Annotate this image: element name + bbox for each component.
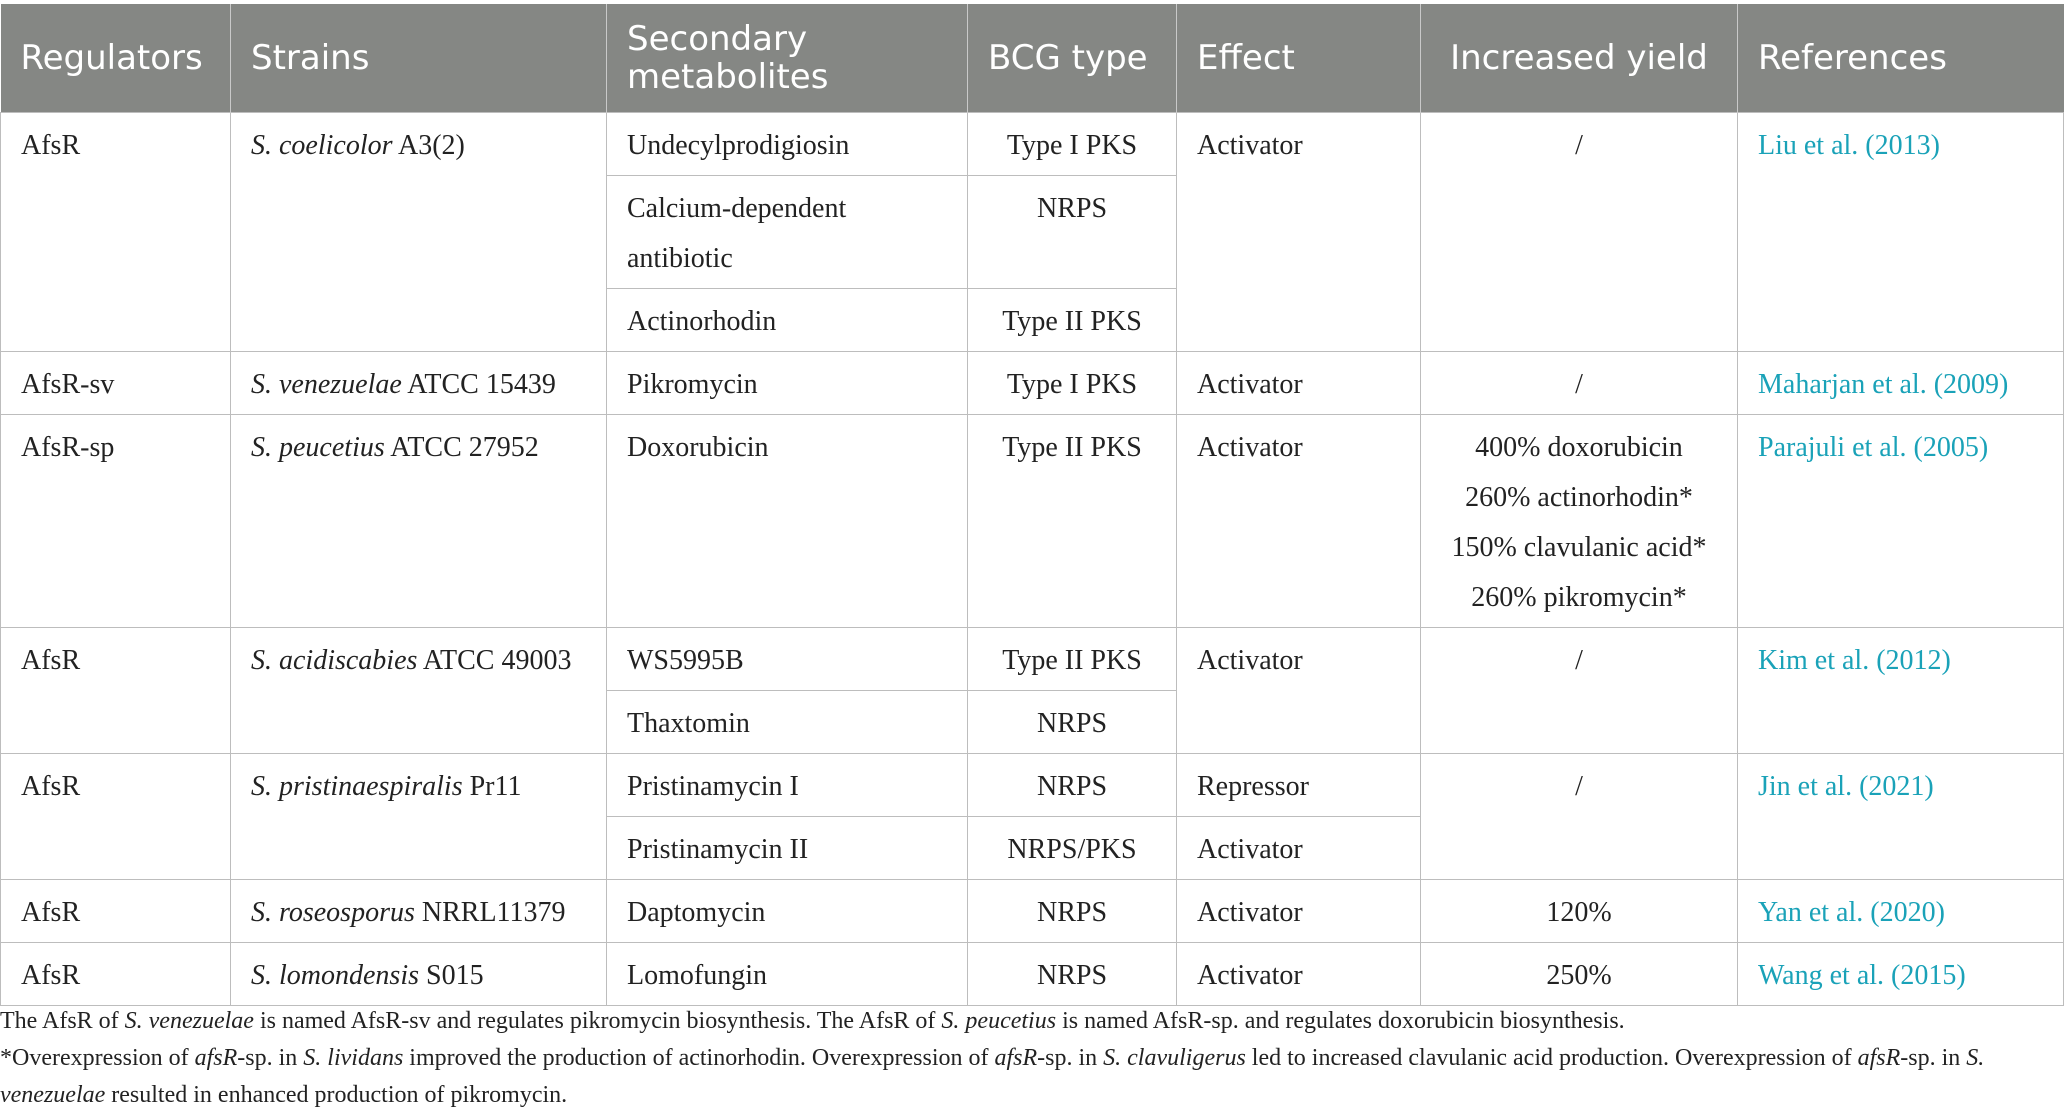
strain-species: S. venezuelae <box>251 369 402 400</box>
footnote-italic-run: S. peucetius <box>941 1008 1057 1034</box>
bcg-type-cell: NRPS <box>968 176 1177 289</box>
bcg-type-cell: NRPS <box>968 754 1177 817</box>
footnote-text-run: is named AfsR-sp. and regulates doxorubicin biosynthesis. <box>1056 1008 1625 1034</box>
effect-cell: Activator <box>1177 352 1421 415</box>
footnote-italic-run: S. lividans <box>303 1045 404 1071</box>
bcg-type-cell: Type I PKS <box>968 352 1177 415</box>
metabolite-cell: Undecylprodigiosin <box>607 113 968 176</box>
footnote-text-run: is named AfsR-sv and regulates pikromycin biosynthesis. The AfsR of <box>253 1008 942 1034</box>
footnote-italic-run: afsR <box>1857 1045 1901 1071</box>
header-bcg-type: BCG type <box>968 4 1177 113</box>
effect-cell: Activator <box>1177 628 1421 754</box>
regulator-cell: AfsR <box>1 943 231 1006</box>
bcg-type-cell: NRPS <box>968 943 1177 1006</box>
increased-yield-cell: / <box>1421 352 1738 415</box>
reference-link[interactable]: Jin et al. (2021) <box>1738 754 2064 880</box>
header-increased-yield: Increased yield <box>1421 4 1738 113</box>
table-row <box>1 415 2064 628</box>
footnote-naming <box>0 1003 2064 1040</box>
footnote-italic-run: afsR <box>994 1045 1038 1071</box>
yield-line: 400% doxorubicin <box>1475 432 1683 463</box>
header-regulators: Regulators <box>1 4 231 113</box>
effect-cell: Activator <box>1177 415 1421 628</box>
footnote-italic-run: S. clavuligerus <box>1103 1045 1246 1071</box>
reference-link[interactable]: Yan et al. (2020) <box>1738 880 2064 943</box>
strain-id: ATCC 49003 <box>417 645 572 676</box>
footnote-text-run: resulted in enhanced production of pikromycin. <box>105 1082 568 1108</box>
footnote-text-run: *Overexpression of <box>0 1045 195 1071</box>
metabolite-cell: Thaxtomin <box>607 691 968 754</box>
regulators-table <box>0 4 2064 1006</box>
regulator-cell: AfsR <box>1 113 231 352</box>
strain-cell <box>231 352 607 415</box>
strain-species: S. peucetius <box>251 432 385 463</box>
table-row <box>1 943 2064 1006</box>
bcg-type-cell: Type I PKS <box>968 113 1177 176</box>
metabolite-cell: Daptomycin <box>607 880 968 943</box>
regulator-cell: AfsR-sv <box>1 352 231 415</box>
metabolite-cell: Lomofungin <box>607 943 968 1006</box>
metabolite-cell: WS5995B <box>607 628 968 691</box>
strain-id: ATCC 15439 <box>401 369 556 400</box>
strain-cell <box>231 943 607 1006</box>
strain-id: ATCC 27952 <box>384 432 539 463</box>
table-row <box>1 113 2064 176</box>
footnote-text-run: -sp. in <box>1900 1045 1967 1071</box>
metabolite-cell: Pristinamycin II <box>607 817 968 880</box>
strain-species: S. acidiscabies <box>251 645 418 676</box>
increased-yield-cell: / <box>1421 113 1738 352</box>
footnote-italic-run: S. venezuelae <box>124 1008 254 1034</box>
reference-link[interactable]: Kim et al. (2012) <box>1738 628 2064 754</box>
metabolite-cell: Pristinamycin I <box>607 754 968 817</box>
increased-yield-cell: 120% <box>1421 880 1738 943</box>
strain-id: Pr11 <box>462 771 522 802</box>
effect-cell: Activator <box>1177 113 1421 352</box>
footnote-text-run: led to increased clavulanic acid production. Overexpression of <box>1245 1045 1858 1071</box>
strain-id: A3(2) <box>392 130 465 161</box>
regulator-cell: AfsR <box>1 754 231 880</box>
regulator-cell: AfsR <box>1 880 231 943</box>
strain-species: S. coelicolor <box>251 130 393 161</box>
metabolite-cell: Pikromycin <box>607 352 968 415</box>
table-row <box>1 352 2064 415</box>
footnote-italic-run: afsR <box>194 1045 238 1071</box>
reference-link[interactable]: Liu et al. (2013) <box>1738 113 2064 352</box>
metabolite-cell: Calcium-dependent antibiotic <box>607 176 968 289</box>
bcg-type-cell: Type II PKS <box>968 415 1177 628</box>
footnote-text-run: The AfsR of <box>0 1008 125 1034</box>
increased-yield-cell: / <box>1421 628 1738 754</box>
strain-cell <box>231 754 607 880</box>
effect-cell: Repressor <box>1177 754 1421 817</box>
footnote-text-run: -sp. in <box>1037 1045 1104 1071</box>
reference-link[interactable]: Parajuli et al. (2005) <box>1738 415 2064 628</box>
metabolite-cell: Doxorubicin <box>607 415 968 628</box>
header-row <box>1 4 2064 113</box>
yield-line: 150% clavulanic acid* <box>1451 532 1707 563</box>
bcg-type-cell: NRPS <box>968 880 1177 943</box>
footnote-text-run: -sp. in <box>237 1045 304 1071</box>
reference-link[interactable]: Wang et al. (2015) <box>1738 943 2064 1006</box>
strain-species: S. lomondensis <box>251 960 419 991</box>
table-row <box>1 754 2064 817</box>
bcg-type-cell: Type II PKS <box>968 289 1177 352</box>
strain-id: NRRL11379 <box>414 897 566 928</box>
table-row <box>1 628 2064 691</box>
increased-yield-cell <box>1421 415 1738 628</box>
effect-cell: Activator <box>1177 943 1421 1006</box>
strain-cell <box>231 628 607 754</box>
bcg-type-cell: NRPS <box>968 691 1177 754</box>
yield-line: 260% actinorhodin* <box>1465 482 1693 513</box>
header-references: References <box>1738 4 2064 113</box>
reference-link[interactable]: Maharjan et al. (2009) <box>1738 352 2064 415</box>
table-row <box>1 880 2064 943</box>
header-secondary-metabolites: Secondary metabolites <box>607 4 968 113</box>
header-effect: Effect <box>1177 4 1421 113</box>
strain-species: S. pristinaespiralis <box>251 771 463 802</box>
header-strains: Strains <box>231 4 607 113</box>
strain-cell <box>231 415 607 628</box>
footnote-italic-run: S. venezuelae <box>0 1045 1985 1108</box>
metabolite-cell: Actinorhodin <box>607 289 968 352</box>
bcg-type-cell: Type II PKS <box>968 628 1177 691</box>
effect-cell: Activator <box>1177 880 1421 943</box>
strain-species: S. roseosporus <box>251 897 415 928</box>
strain-cell <box>231 880 607 943</box>
increased-yield-cell: 250% <box>1421 943 1738 1006</box>
effect-cell: Activator <box>1177 817 1421 880</box>
footnote-overexpression <box>0 1040 2064 1114</box>
footnote-text-run: improved the production of actinorhodin. Overexpression of <box>403 1045 995 1071</box>
regulator-cell: AfsR <box>1 628 231 754</box>
increased-yield-cell: / <box>1421 754 1738 880</box>
bcg-type-cell: NRPS/PKS <box>968 817 1177 880</box>
regulator-cell: AfsR-sp <box>1 415 231 628</box>
strain-id: S015 <box>419 960 484 991</box>
yield-line: 260% pikromycin* <box>1471 582 1687 613</box>
strain-cell <box>231 113 607 352</box>
